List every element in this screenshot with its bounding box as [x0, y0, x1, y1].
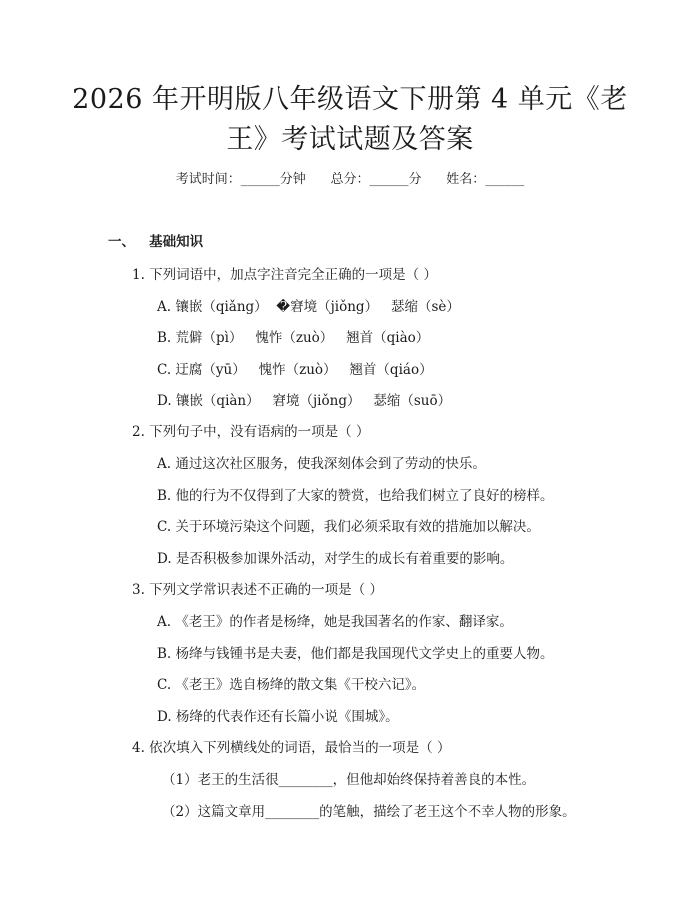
- question-4-item-2: （2）这篇文章用________的笔触，描绘了老王这个不幸人物的形象。: [162, 804, 576, 820]
- question-3-option-a: A. 《老王》的作者是杨绛，她是我国著名的作家、翻译家。: [157, 614, 513, 630]
- section-heading: 一、 基础知识: [108, 234, 204, 250]
- title-line-2: 王》考试试题及答案: [226, 124, 474, 155]
- question-2-stem: 2. 下列句子中，没有语病的一项是（ ）: [132, 424, 370, 440]
- question-1-option-c: C. 迂腐（yū） 愧怍（zuò） 翘首（qiáo）: [157, 362, 433, 378]
- page-title: [60, 80, 640, 160]
- question-4-item-1: （1）老王的生活很________，但他却始终保持着善良的本性。: [162, 772, 536, 788]
- question-3-option-d: D. 杨绛的代表作还有长篇小说《围城》。: [157, 709, 399, 725]
- title-line-1: 2026 年开明版八年级语文下册第 4 单元《老: [72, 84, 628, 115]
- question-2-option-c: C. 关于环境污染这个问题，我们必须采取有效的措施加以解决。: [157, 519, 540, 535]
- question-2-option-b: B. 他的行为不仅得到了大家的赞赏，也给我们树立了良好的榜样。: [157, 488, 554, 504]
- question-3-stem: 3. 下列文学常识表述不正确的一项是（ ）: [132, 582, 383, 598]
- question-1-stem: 1. 下列词语中，加点字注音完全正确的一项是（ ）: [132, 267, 437, 283]
- question-1-option-d: D. 镶嵌（qiàn） 窘境（jiǒng） 瑟缩（suō）: [157, 393, 452, 409]
- question-2-option-d: D. 是否积极参加课外活动，对学生的成长有着重要的影响。: [157, 551, 514, 567]
- question-1-option-a: A. 镶嵌（qiǎng） �窘境（jiǒng） 瑟缩（sè）: [157, 299, 460, 315]
- question-1-option-b: B. 荒僻（pì） 愧怍（zuò） 翘首（qiào）: [157, 330, 430, 346]
- exam-info-line: 考试时间：______分钟 总分：______分 姓名：______: [175, 172, 525, 187]
- question-3-option-b: B. 杨绛与钱锺书是夫妻，他们都是我国现代文学史上的重要人物。: [157, 646, 554, 662]
- question-3-option-c: C. 《老王》选自杨绛的散文集《干校六记》。: [157, 677, 426, 693]
- question-4-stem: 4. 依次填入下列横线处的词语，最恰当的一项是（ ）: [132, 740, 451, 756]
- question-2-option-a: A. 通过这次社区服务，使我深刻体会到了劳动的快乐。: [157, 456, 486, 472]
